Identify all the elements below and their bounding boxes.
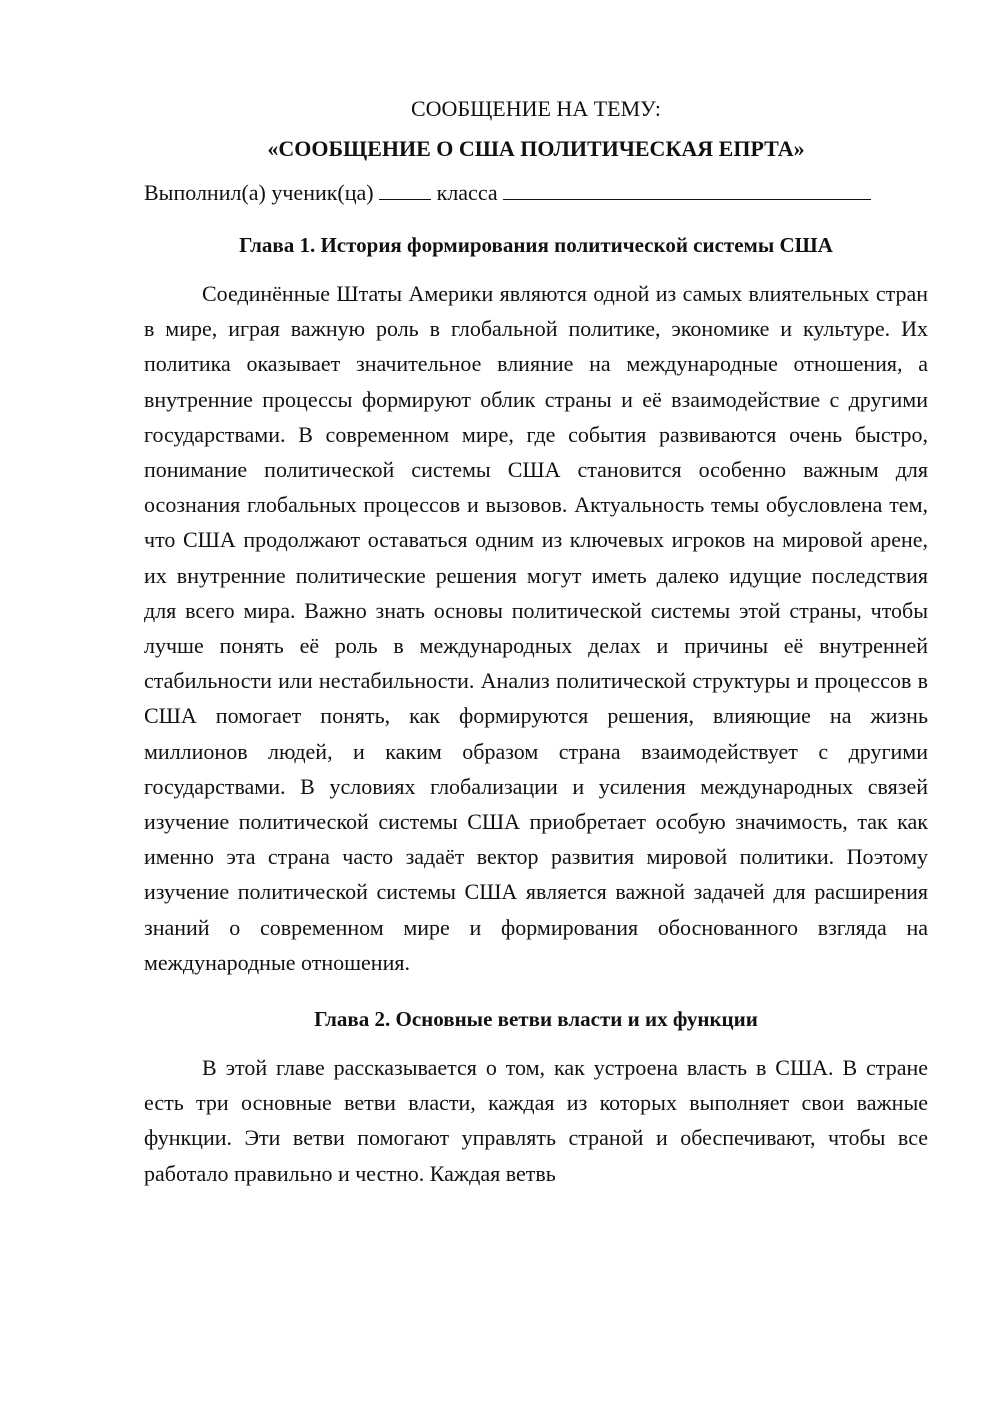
performed-by-label: Выполнил(а) ученик(ца) (144, 180, 374, 205)
chapter-2-paragraph: В этой главе рассказывается о том, как устроена власть в США. В стране есть три основные ветви власти, каждая из которых выполняет свои важные функции. Эти ветви помогают управлять страной и обеспечивают, чтобы все работало правильно и честно. Каждая ветвь (144, 1055, 928, 1186)
document-topic: «СООБЩЕНИЕ О США ПОЛИТИЧЕСКАЯ ЕПРТА» (267, 136, 805, 161)
document-heading: СООБЩЕНИЕ НА ТЕМУ: (411, 96, 661, 121)
chapter-1-paragraph: Соединённые Штаты Америки являются одной из самых влиятельных стран в мире, играя важную роль в глобальной политике, экономике и культуре. Их политика оказывает значительное влияние на международные отношения, а внутренние процессы формируют облик страны и её взаимодействие с другими государствами. В современном мире, где события развиваются очень быстро, понимание политической системы США становится особенно важным для осознания глобальных процессов и вызовов. Актуальность темы обусловлена тем, что США продолжают оставаться одним из ключевых игроков на мировой арене, их внутренние политические решения могут иметь далеко идущие последствия для всего мира. Важно знать основы политической системы этой страны, чтобы лучше понять её роль в международных делах и причины её внутренней стабильности или нестабильности. Анализ политической структуры и процессов в США помогает понять, как формируются решения, влияющие на жизнь миллионов людей, и каким образом страна взаимодействует с другими государствами. В условиях глобализации и усиления международных связей изучение политической системы США приобретает особую значимость, так как именно эта страна часто задаёт вектор развития мировой политики. Поэтому изучение политической системы США является важной задачей для расширения знаний о современном мире и формирования обоснованного взгляда на международные отношения. (144, 281, 928, 975)
student-name-blank (503, 179, 871, 200)
class-number-blank (379, 179, 431, 200)
author-line (144, 176, 928, 210)
chapter-1-title: Глава 1. История формирования политической системы США (239, 233, 833, 257)
class-label: класса (436, 180, 498, 205)
chapter-2-title: Глава 2. Основные ветви власти и их функции (314, 1007, 758, 1032)
